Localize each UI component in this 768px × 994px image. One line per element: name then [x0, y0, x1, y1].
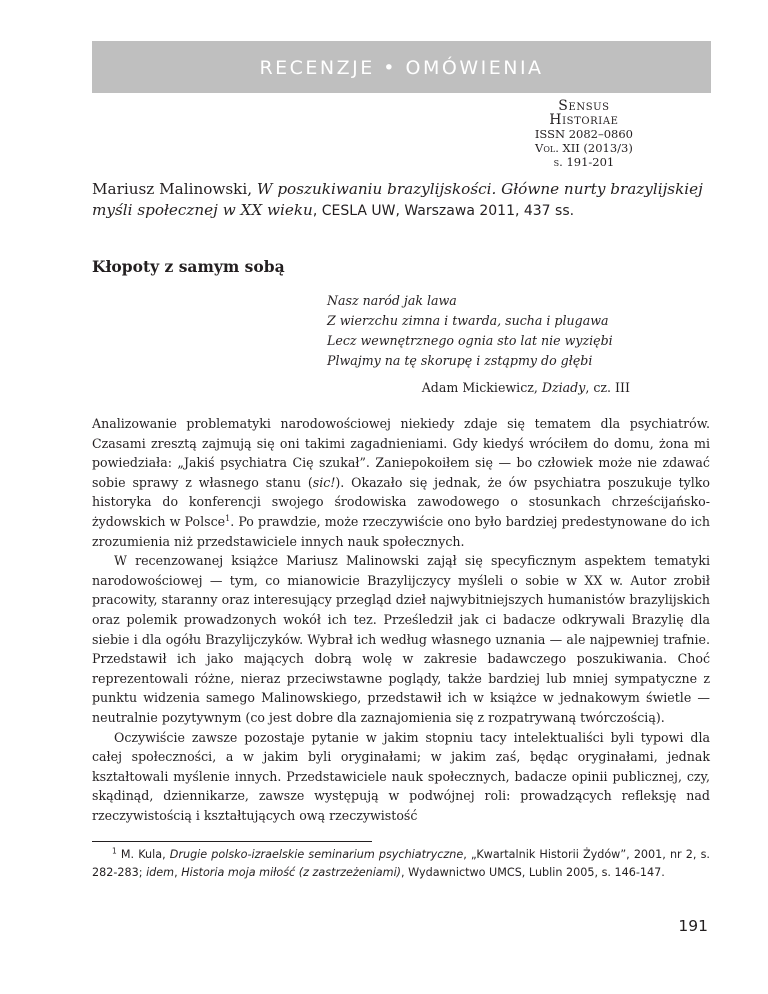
paragraph: Oczywiście zawsze pozostaje pytanie w jakim stopniu tacy intelektualiści byli typowi dla całej społeczności, a w jakim byli oryginałami; w jakim zaś, będąc oryginałami, jednak kształtowali myślenie innych. Przedstawiciele nauk społecznych, badacze opinii publicznej, czy, skądinąd, dziennikarze, zawsze występują w podwójnej roli: prowadzących refleksję nad rzeczywistością i kształtujących ową rzeczywistość [92, 729, 710, 823]
sic-mark: sic! [312, 474, 336, 490]
book-title: W poszukiwaniu brazylijskości. Główne nurty brazylijskiej myśli społecznej w XX wieku [92, 180, 703, 219]
section-banner-label: RECENZJE • OMÓWIENIA [259, 57, 544, 79]
paragraph-text: . Po prawdzie, może rzeczywiście ono było bardziej predestynowane do ich zrozumienia niż przedstawiciele innych nauk społecznych. [92, 513, 710, 549]
footnote-title: Drugie polsko-izraelskie seminarium psychiatryczne [169, 848, 464, 861]
motto-line: Plwajmy na tę skorupę i zstąpmy do głębi [327, 353, 593, 368]
motto-line: Nasz naród jak lawa [327, 293, 457, 308]
motto-line: Z wierzchu zimna i twarda, sucha i plugawa [327, 313, 609, 328]
page-number: 191 [678, 917, 708, 935]
book-citation [92, 179, 712, 222]
motto [327, 291, 613, 371]
paragraph-text: ). Okazało się jednak, że ów psychiatra poszukuje tylko historyka do konferencji swojego środowiska zawodowego o stosunkach chrześcijańsko-żydowskich w Polsce [92, 474, 710, 529]
journal-issn: ISSN 2082–0860 [534, 127, 633, 141]
section-banner [92, 41, 711, 93]
motto-line: Lecz wewnętrznego ognia sto lat nie wyziębi [327, 333, 613, 348]
footnote-ref: 1 [225, 513, 231, 523]
footnote-text: , Wydawnictwo UMCS, Lublin 2005, s. 146-147. [401, 865, 665, 879]
book-author: Mariusz Malinowski, [92, 180, 257, 198]
footnote-divider [92, 841, 372, 842]
book-publisher: , CESLA UW, Warszawa 2011, 437 ss. [312, 203, 575, 219]
review-body [92, 414, 710, 825]
footnote-text: , „Kwartalnik Historii Żydów”, 2001, nr 2, s. 282-283; [92, 848, 710, 879]
motto-source-author: Adam Mickiewicz, [421, 380, 542, 395]
motto-source [422, 380, 630, 395]
motto-source-title: Dziady [541, 380, 586, 395]
paragraph: W recenzowanej książce Mariusz Malinowski zajął się specyficznym aspektem tematyki narodowościowej — tym, co mianowicie Brazylijczycy myśleli o sobie w XX w. Autor zrobił pracowity, staranny oraz interesujący przegląd dzieł najwybitniejszych humanistów brazylijskich oraz polemik prowadzonych wokół ich tez. Prześledził jak ci badacze odkrywali Brazylię dla siebie i dla ogółu Brazylijczyków. Wybrał ich według własnego uznania — ale najpewniej trafnie. Przedstawił ich jako mających dobrą wolę w zakresie badawczego poszukiwania. Choć reprezentowali różne, nieraz przeciwstawne poglądy, także bardziej lub mniej sympatyczne z punktu widzenia samego Malinowskiego, przedstawił ich w książce w jednakowym świetle — neutralnie pozytywnym (co jest dobre dla zaznajomienia się z rozpatrywaną twórczością). [92, 553, 710, 725]
footnote-text: , [174, 865, 182, 879]
journal-info [535, 99, 633, 169]
journal-pages: s. 191-201 [553, 155, 615, 169]
footnote [92, 846, 710, 881]
journal-name-line1: Sensus [558, 98, 610, 114]
paragraph [92, 414, 710, 551]
footnote-text: M. Kula, [116, 848, 170, 861]
journal-volume: Vol. XII (2013/3) [535, 141, 633, 155]
footnote-idem: idem [146, 865, 175, 879]
journal-name-line2: Historiae [549, 112, 619, 128]
paragraph-text: Analizowanie problematyki narodowościowej niekiedy zdaje się tematem dla psychiatrów. Czasami zresztą zajmują się oni takimi zagadnieniami. Gdy kiedyś wróciłem do domu, żona mi powiedziała: „Jakiś psychiatra Cię szukał”. Zaniepokoiłem się — bo człowiek może nie zdawać sobie sprawy z własnego stanu ( [92, 416, 710, 490]
footnote-number: 1 [112, 846, 117, 856]
footnote-title: Historia moja miłość (z zastrzeżeniami) [181, 865, 402, 879]
motto-source-part: , cz. III [585, 380, 630, 395]
review-title: Kłopoty z samym sobą [92, 257, 285, 276]
